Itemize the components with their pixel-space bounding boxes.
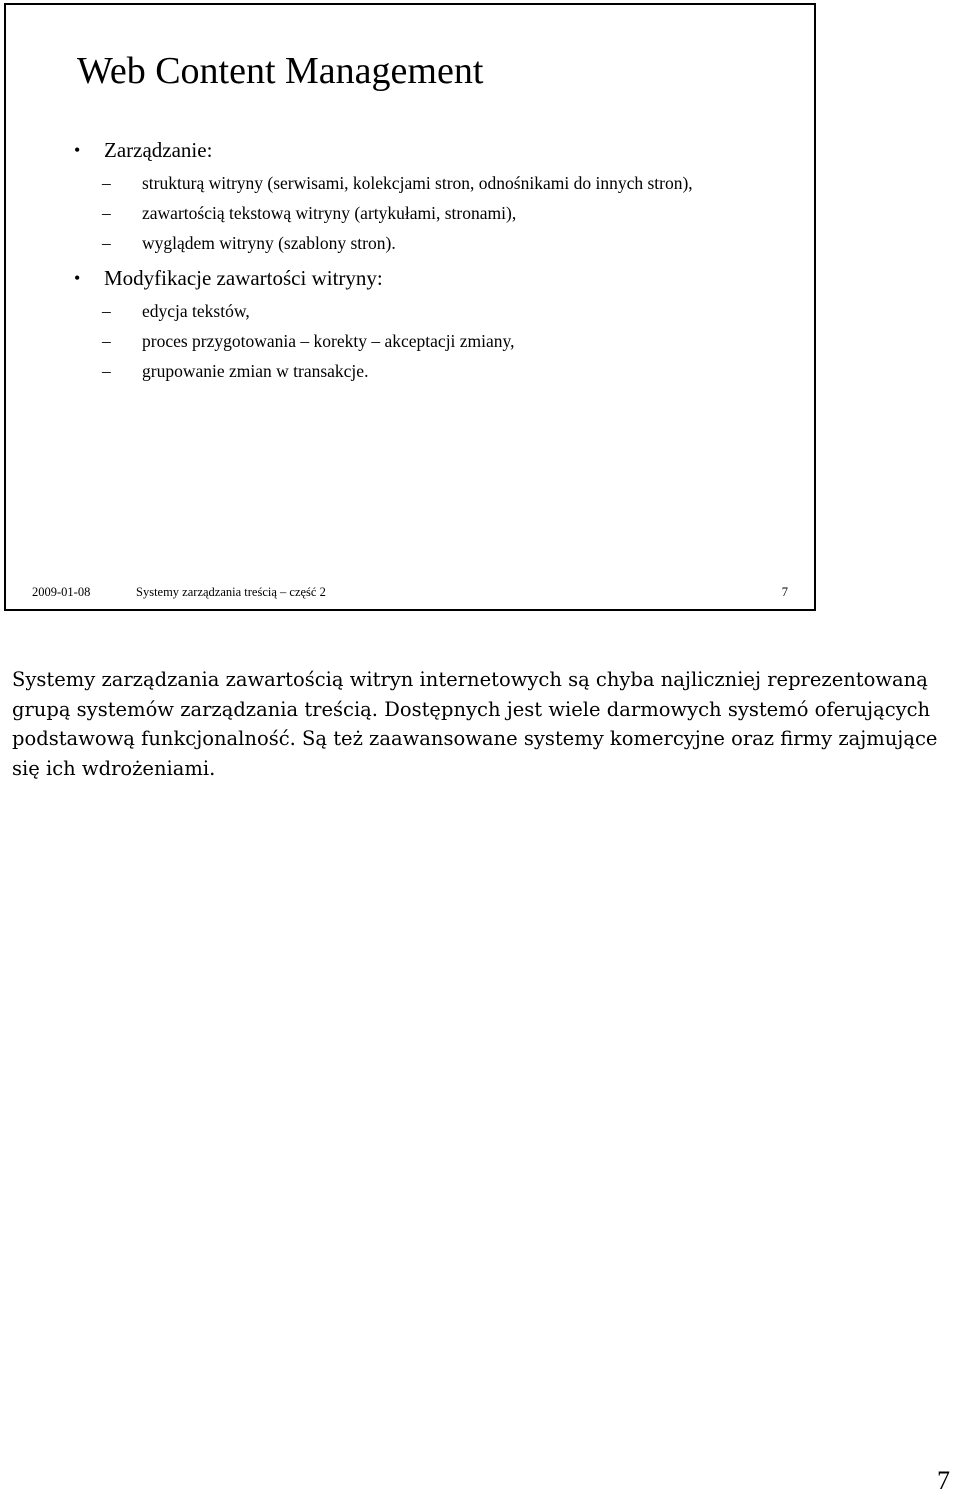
subpoint-text: zawartością tekstową witryny (artykułami, stronami), xyxy=(142,203,517,223)
subpoint xyxy=(104,359,772,383)
footer-course-title: Systemy zarządzania treścią – część 2 xyxy=(136,585,326,599)
dash-icon: – xyxy=(102,203,111,223)
subpoint xyxy=(104,171,772,195)
subpoint-text: proces przygotowania – korekty – akceptacji zmiany, xyxy=(142,331,515,351)
slide xyxy=(4,3,816,611)
slide-number: 7 xyxy=(781,585,788,599)
bullet-icon: • xyxy=(74,268,81,288)
subpoint xyxy=(104,329,772,353)
subpoint-list xyxy=(104,171,772,255)
slide-title: Web Content Management xyxy=(77,50,484,92)
dash-icon: – xyxy=(102,233,111,253)
subpoint-text: wyglądem witryny (szablony stron). xyxy=(142,233,396,253)
dash-icon: – xyxy=(102,331,111,351)
dash-icon: – xyxy=(102,301,111,321)
point-text: Modyfikacje zawartości witryny: xyxy=(104,266,383,290)
page-number: 7 xyxy=(937,1466,950,1495)
outline-point-management xyxy=(72,135,772,255)
subpoint-list xyxy=(104,299,772,383)
slide-outline xyxy=(72,133,772,383)
subpoint xyxy=(104,201,772,225)
subpoint-text: strukturą witryny (serwisami, kolekcjami stron, odnośnikami do innych stron), xyxy=(142,173,693,193)
dash-icon: – xyxy=(102,173,111,193)
slide-footer xyxy=(6,585,814,605)
dash-icon: – xyxy=(102,361,111,381)
subpoint-text: edycja tekstów, xyxy=(142,301,250,321)
bullet-icon: • xyxy=(74,140,81,160)
subpoint xyxy=(104,231,772,255)
subpoint-text: grupowanie zmian w transakcje. xyxy=(142,361,369,381)
outline-point-modifications xyxy=(72,263,772,383)
subpoint xyxy=(104,299,772,323)
point-text: Zarządzanie: xyxy=(104,138,213,162)
footer-date: 2009-01-08 xyxy=(32,585,91,599)
lecture-notes: Systemy zarządzania zawartością witryn internetowych są chyba najliczniej reprezentowaną grupą systemów zarządzania treścią. Dostępnych jest wiele darmowych systemó oferujących podstawową funkcjonalność. Są też zaawansowane systemy komercyjne oraz firmy zajmujące się ich wdrożeniami. xyxy=(12,668,938,780)
